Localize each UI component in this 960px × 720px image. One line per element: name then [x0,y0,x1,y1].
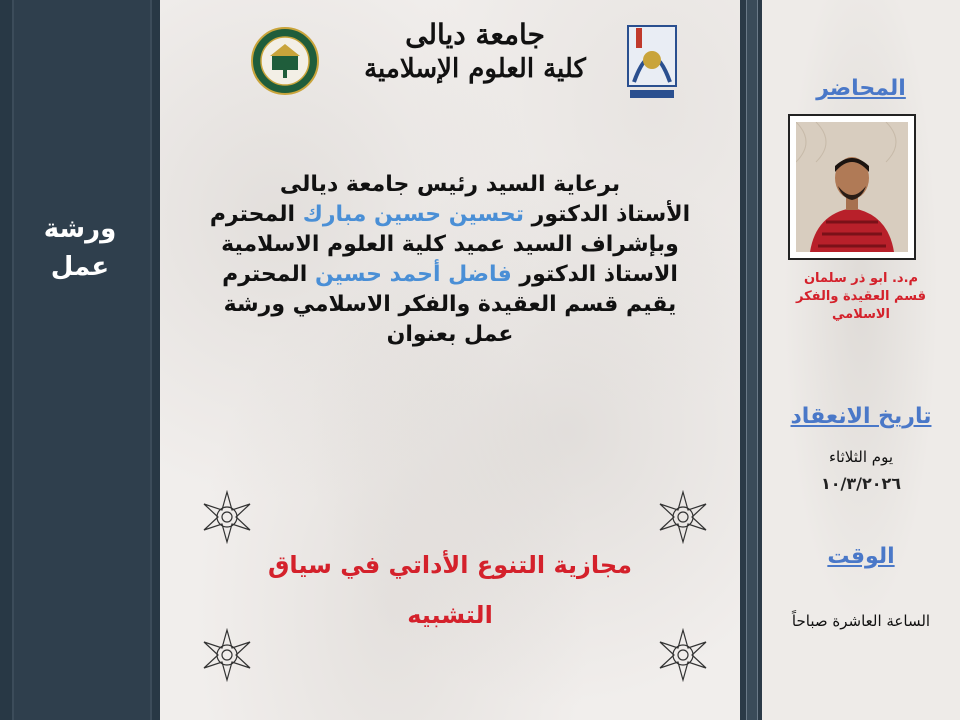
patronage-line6: عمل بعنوان [386,322,514,347]
logo-college-name: كلية العلوم الإسلامية [364,54,586,84]
header-logos [250,14,690,114]
vertical-divider [740,0,762,720]
lecturer-heading: المحاضر [816,76,906,101]
poster-center [160,0,740,720]
dean-honorific: المحترم [222,262,308,287]
time-heading: الوقت [827,544,895,569]
date-heading: تاريخ الانعقاد [790,404,932,429]
patronage-text [180,170,720,350]
workshop-title-line2: التشبيه [407,601,493,629]
workshop-line1: ورشة [43,214,117,244]
patronage-line2 [180,200,720,230]
divider-inner [746,0,758,720]
dean-title: الاستاذ الدكتور [519,262,678,287]
lecturer-name: م.د. ابو ذر سلمان [803,271,919,286]
lecturer-dept-line2: الاسلامي [832,307,890,322]
lecturer-info [762,270,960,324]
university-logotype [360,18,590,108]
info-column [762,0,960,720]
patronage-line1: برعاية السيد رئيس جامعة ديالى [279,172,621,197]
patronage-line4 [180,260,720,290]
president-honorific: المحترم [209,202,296,227]
president-title: الأستاذ الدكتور [531,202,691,227]
dean-name: فاضل أحمد حسين [314,262,512,287]
workshop-label [0,210,160,286]
workshop-title-line1: مجازية التنوع الأداتي في سياق [267,551,633,579]
patronage-line3: وبإشراف السيد عميد كلية العلوم الاسلامية [221,232,679,257]
lecturer-photo-image [796,122,908,252]
college-seal-icon [250,26,320,96]
workshop-line2: عمل [50,252,110,282]
left-panel [0,0,160,720]
left-panel-inner [12,0,152,720]
event-time: الساعة العاشرة صباحاً [791,612,931,630]
ornament-star-icon [656,490,710,544]
lecturer-dept-line1: قسم العقيدة والفكر [796,289,926,304]
lecturer-photo [788,114,916,260]
event-day: يوم الثلاثاء [829,448,893,466]
patronage-line5: يقيم قسم العقيدة والفكر الاسلامي ورشة [223,292,677,317]
person-silhouette-icon [796,122,908,252]
president-name: تحسين حسين مبارك [302,202,524,227]
logo-university-name: جامعة ديالى [405,18,545,51]
university-logo-icon [624,22,680,106]
workshop-title [220,540,680,640]
ornament-star-icon [200,490,254,544]
event-date: ١٠/٣/٢٠٢٦ [820,474,902,493]
